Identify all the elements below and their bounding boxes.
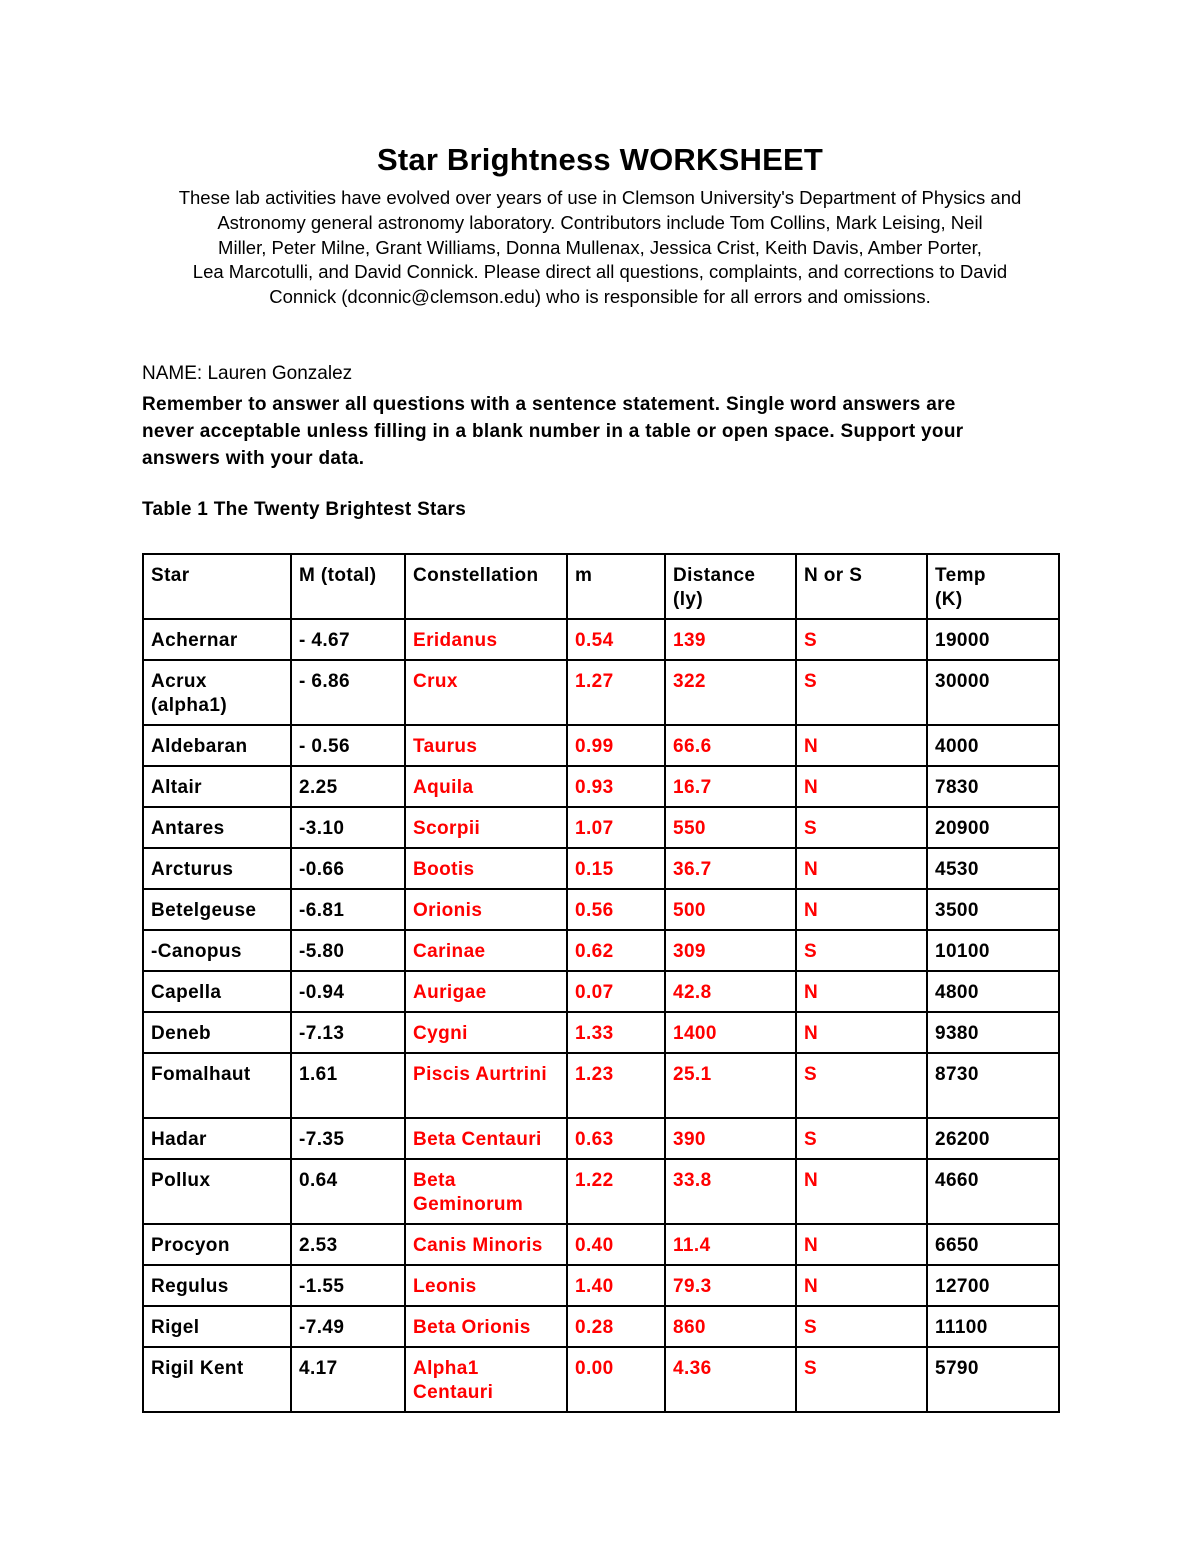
page-title: Star Brightness WORKSHEET [377,142,823,177]
header-m-total: M (total) [291,554,405,619]
cell-constellation: Cygni [405,1012,567,1053]
table-caption: Table 1 The Twenty Brightest Stars [142,499,467,520]
cell-distance: 500 [665,889,796,930]
cell-star: Altair [143,766,291,807]
cell-n-or-s: S [796,1118,927,1159]
cell-constellation: Alpha1 Centauri [405,1347,567,1412]
cell-n-or-s: N [796,1159,927,1224]
cell-constellation: Leonis [405,1265,567,1306]
cell-m-total: - 0.56 [291,725,405,766]
cell-star: Pollux [143,1159,291,1224]
cell-m-total: 0.64 [291,1159,405,1224]
cell-m-total: - 4.67 [291,619,405,660]
table-row [143,725,1059,766]
cell-n-or-s: N [796,766,927,807]
header-temp [927,554,1059,619]
cell-constellation: Aurigae [405,971,567,1012]
student-name: NAME: Lauren Gonzalez [142,363,353,384]
cell-apparent-magnitude: 0.54 [567,619,665,660]
header-distance [665,554,796,619]
instructions [142,391,1062,472]
header-temp-label: Temp [935,565,986,586]
cell-distance: 550 [665,807,796,848]
header-distance-label: Distance [673,565,756,586]
cell-temp: 30000 [927,660,1059,725]
cell-temp: 11100 [927,1306,1059,1347]
cell-apparent-magnitude: 0.40 [567,1224,665,1265]
cell-apparent-magnitude: 0.62 [567,930,665,971]
cell-distance: 11.4 [665,1224,796,1265]
intro-paragraph [150,186,1050,310]
cell-apparent-magnitude: 0.07 [567,971,665,1012]
cell-star: Hadar [143,1118,291,1159]
table-row [143,971,1059,1012]
cell-constellation: Eridanus [405,619,567,660]
header-distance-unit: (ly) [673,589,704,610]
cell-constellation: Crux [405,660,567,725]
table-row [143,1224,1059,1265]
cell-temp: 4000 [927,725,1059,766]
cell-m-total: -7.49 [291,1306,405,1347]
cell-distance: 1400 [665,1012,796,1053]
cell-star: -Canopus [143,930,291,971]
cell-temp: 7830 [927,766,1059,807]
cell-temp: 4800 [927,971,1059,1012]
cell-distance: 16.7 [665,766,796,807]
cell-n-or-s: S [796,1347,927,1412]
cell-apparent-magnitude: 0.28 [567,1306,665,1347]
cell-n-or-s: N [796,971,927,1012]
cell-distance: 36.7 [665,848,796,889]
cell-temp: 8730 [927,1053,1059,1118]
table-row [143,1159,1059,1224]
cell-constellation: Piscis Aurtrini [405,1053,567,1118]
cell-star: Antares [143,807,291,848]
cell-n-or-s: N [796,725,927,766]
table-row [143,1306,1059,1347]
cell-apparent-magnitude: 0.93 [567,766,665,807]
cell-star: Acrux (alpha1) [143,660,291,725]
cell-m-total: 4.17 [291,1347,405,1412]
table-row [143,848,1059,889]
cell-apparent-magnitude: 0.63 [567,1118,665,1159]
cell-m-total: -7.35 [291,1118,405,1159]
cell-apparent-magnitude: 0.00 [567,1347,665,1412]
cell-n-or-s: N [796,1012,927,1053]
cell-constellation: Orionis [405,889,567,930]
header-apparent-magnitude: m [567,554,665,619]
cell-m-total: -3.10 [291,807,405,848]
cell-distance: 33.8 [665,1159,796,1224]
cell-m-total: -0.94 [291,971,405,1012]
cell-distance: 4.36 [665,1347,796,1412]
cell-m-total: -6.81 [291,889,405,930]
cell-apparent-magnitude: 1.33 [567,1012,665,1053]
cell-distance: 860 [665,1306,796,1347]
cell-star: Procyon [143,1224,291,1265]
cell-constellation: Beta Orionis [405,1306,567,1347]
header-n-or-s: N or S [796,554,927,619]
cell-star: Rigil Kent [143,1347,291,1412]
cell-apparent-magnitude: 0.56 [567,889,665,930]
cell-constellation: Aquila [405,766,567,807]
cell-n-or-s: S [796,807,927,848]
table-body [143,619,1059,1412]
cell-temp: 4660 [927,1159,1059,1224]
table-row [143,807,1059,848]
cell-temp: 4530 [927,848,1059,889]
intro-line: Astronomy general astronomy laboratory. Contributors include Tom Collins, Mark Leising, Neil [217,211,983,233]
table-row [143,660,1059,725]
cell-star: Deneb [143,1012,291,1053]
table-row [143,1012,1059,1053]
cell-apparent-magnitude: 1.22 [567,1159,665,1224]
cell-n-or-s: S [796,1306,927,1347]
cell-star: Regulus [143,1265,291,1306]
cell-temp: 5790 [927,1347,1059,1412]
cell-distance: 42.8 [665,971,796,1012]
cell-star: Aldebaran [143,725,291,766]
table-row [143,766,1059,807]
cell-distance: 66.6 [665,725,796,766]
cell-m-total: - 6.86 [291,660,405,725]
table-row [143,1118,1059,1159]
intro-line: Connick (dconnic@clemson.edu) who is responsible for all errors and omissions. [269,286,931,308]
cell-apparent-magnitude: 1.27 [567,660,665,725]
cell-n-or-s: S [796,660,927,725]
cell-constellation: Taurus [405,725,567,766]
cell-n-or-s: N [796,1265,927,1306]
cell-constellation: Carinae [405,930,567,971]
cell-m-total: -0.66 [291,848,405,889]
cell-m-total: 2.53 [291,1224,405,1265]
cell-m-total: 2.25 [291,766,405,807]
cell-temp: 6650 [927,1224,1059,1265]
cell-temp: 9380 [927,1012,1059,1053]
cell-n-or-s: N [796,1224,927,1265]
cell-n-or-s: S [796,930,927,971]
cell-distance: 139 [665,619,796,660]
cell-n-or-s: N [796,848,927,889]
header-constellation: Constellation [405,554,567,619]
cell-constellation: Scorpii [405,807,567,848]
cell-apparent-magnitude: 1.23 [567,1053,665,1118]
cell-m-total: -1.55 [291,1265,405,1306]
cell-distance: 390 [665,1118,796,1159]
cell-apparent-magnitude: 0.15 [567,848,665,889]
cell-n-or-s: S [796,619,927,660]
cell-constellation: Bootis [405,848,567,889]
cell-temp: 19000 [927,619,1059,660]
cell-temp: 10100 [927,930,1059,971]
cell-constellation: Beta Geminorum [405,1159,567,1224]
cell-star: Capella [143,971,291,1012]
cell-m-total: 1.61 [291,1053,405,1118]
instruction-line: answers with your data. [142,448,365,469]
cell-distance: 309 [665,930,796,971]
header-temp-unit: (K) [935,589,963,610]
instruction-line: Remember to answer all questions with a sentence statement. Single word answers are [142,394,956,415]
instruction-line: never acceptable unless filling in a blank number in a table or open space. Support your [142,421,964,442]
cell-temp: 3500 [927,889,1059,930]
table-row [143,889,1059,930]
cell-apparent-magnitude: 1.40 [567,1265,665,1306]
brightest-stars-table [142,553,1060,1413]
cell-temp: 26200 [927,1118,1059,1159]
cell-distance: 322 [665,660,796,725]
table-header-row [143,554,1059,619]
table-row [143,1265,1059,1306]
cell-star: Arcturus [143,848,291,889]
intro-line: These lab activities have evolved over years of use in Clemson University's Department of Physics and [178,187,1022,208]
cell-star: Achernar [143,619,291,660]
table-row [143,1053,1059,1118]
cell-constellation: Beta Centauri [405,1118,567,1159]
intro-line: Lea Marcotulli, and David Connick. Please direct all questions, complaints, and corrections to David [192,261,1008,283]
table-row [143,619,1059,660]
cell-m-total: -7.13 [291,1012,405,1053]
cell-n-or-s: S [796,1053,927,1118]
cell-temp: 20900 [927,807,1059,848]
table-row [143,930,1059,971]
cell-n-or-s: N [796,889,927,930]
cell-temp: 12700 [927,1265,1059,1306]
cell-distance: 79.3 [665,1265,796,1306]
cell-m-total: -5.80 [291,930,405,971]
header-star: Star [143,554,291,619]
cell-apparent-magnitude: 1.07 [567,807,665,848]
cell-apparent-magnitude: 0.99 [567,725,665,766]
cell-star: Rigel [143,1306,291,1347]
intro-line: Miller, Peter Milne, Grant Williams, Donna Mullenax, Jessica Crist, Keith Davis, Amber Porter, [218,236,982,258]
cell-star: Fomalhaut [143,1053,291,1118]
cell-distance: 25.1 [665,1053,796,1118]
cell-constellation: Canis Minoris [405,1224,567,1265]
cell-star: Betelgeuse [143,889,291,930]
table-row [143,1347,1059,1412]
